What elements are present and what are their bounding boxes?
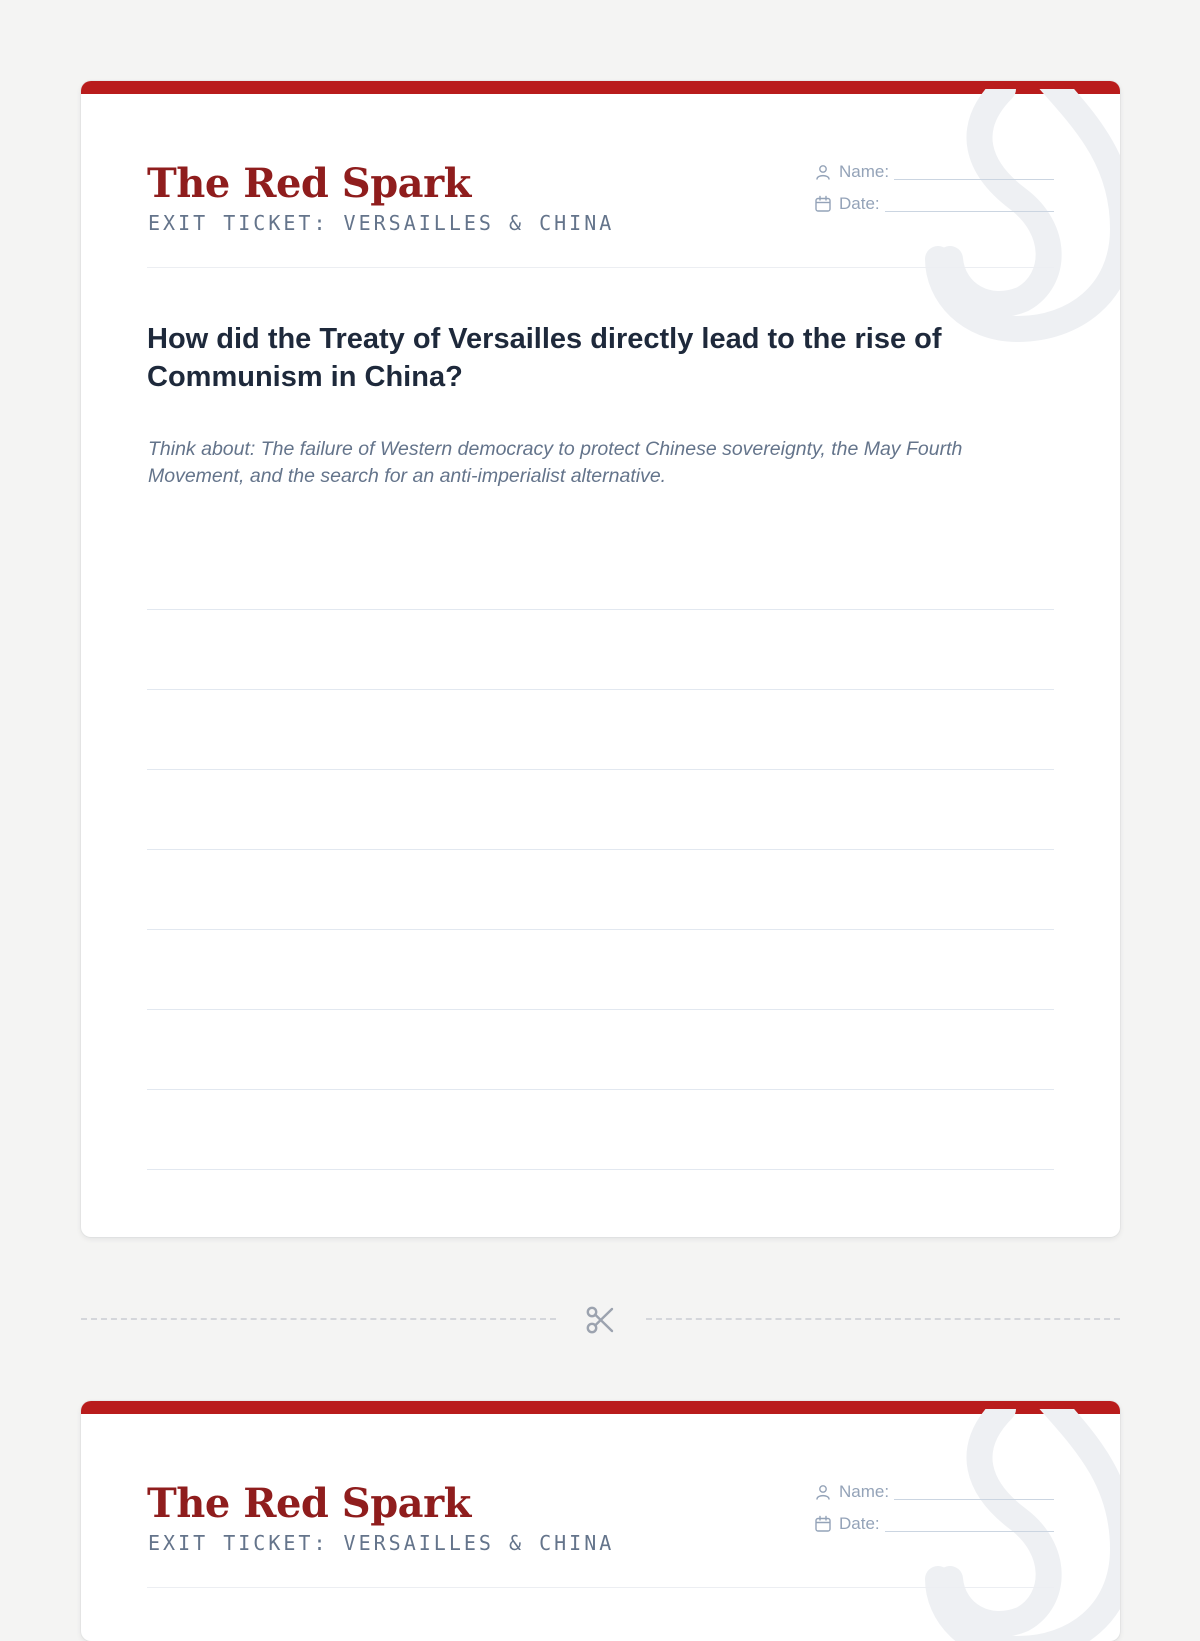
answer-line[interactable] [147, 609, 1054, 610]
user-icon [814, 1483, 832, 1501]
ticket-subtitle: EXIT TICKET: VERSAILLES & CHINA [148, 211, 615, 235]
name-row [814, 1481, 1054, 1503]
date-field[interactable] [885, 211, 1054, 212]
name-row [814, 161, 1054, 183]
date-label: Date: [839, 194, 880, 213]
answer-line[interactable] [147, 849, 1054, 850]
name-field[interactable] [894, 1499, 1054, 1500]
name-label: Name: [839, 162, 890, 181]
brand-title: The Red Spark [147, 1480, 471, 1527]
cut-dash-left [81, 1318, 556, 1320]
question-text: How did the Treaty of Versailles directly lead to the rise of Communism in China? [147, 323, 942, 393]
scissors-icon [584, 1304, 616, 1336]
answer-line[interactable] [147, 929, 1054, 930]
answer-line[interactable] [147, 769, 1054, 770]
cut-dash-right [646, 1318, 1120, 1320]
calendar-icon [814, 1515, 832, 1533]
name-label: Name: [839, 1482, 890, 1501]
answer-line[interactable] [147, 1089, 1054, 1090]
answer-line[interactable] [147, 689, 1054, 690]
brand-title: The Red Spark [147, 160, 471, 207]
answer-line[interactable] [147, 1169, 1054, 1170]
student-info [814, 161, 1054, 225]
ticket-subtitle: EXIT TICKET: VERSAILLES & CHINA [148, 1531, 615, 1555]
date-field[interactable] [885, 1531, 1054, 1532]
cut-line [81, 1301, 1120, 1337]
exit-ticket [81, 81, 1120, 1237]
exit-ticket [81, 1401, 1120, 1641]
hint-text: Think about: The failure of Western democracy to protect Chinese sovereignty, the May Fourth Movement, and the search for an anti-imperialist alternative. [148, 438, 963, 487]
date-label: Date: [839, 1514, 880, 1533]
header-divider [147, 1587, 1054, 1588]
header-divider [147, 267, 1054, 268]
date-row [814, 193, 1054, 215]
date-row [814, 1513, 1054, 1535]
answer-line[interactable] [147, 1009, 1054, 1010]
name-field[interactable] [894, 179, 1054, 180]
calendar-icon [814, 195, 832, 213]
user-icon [814, 163, 832, 181]
student-info [814, 1481, 1054, 1545]
